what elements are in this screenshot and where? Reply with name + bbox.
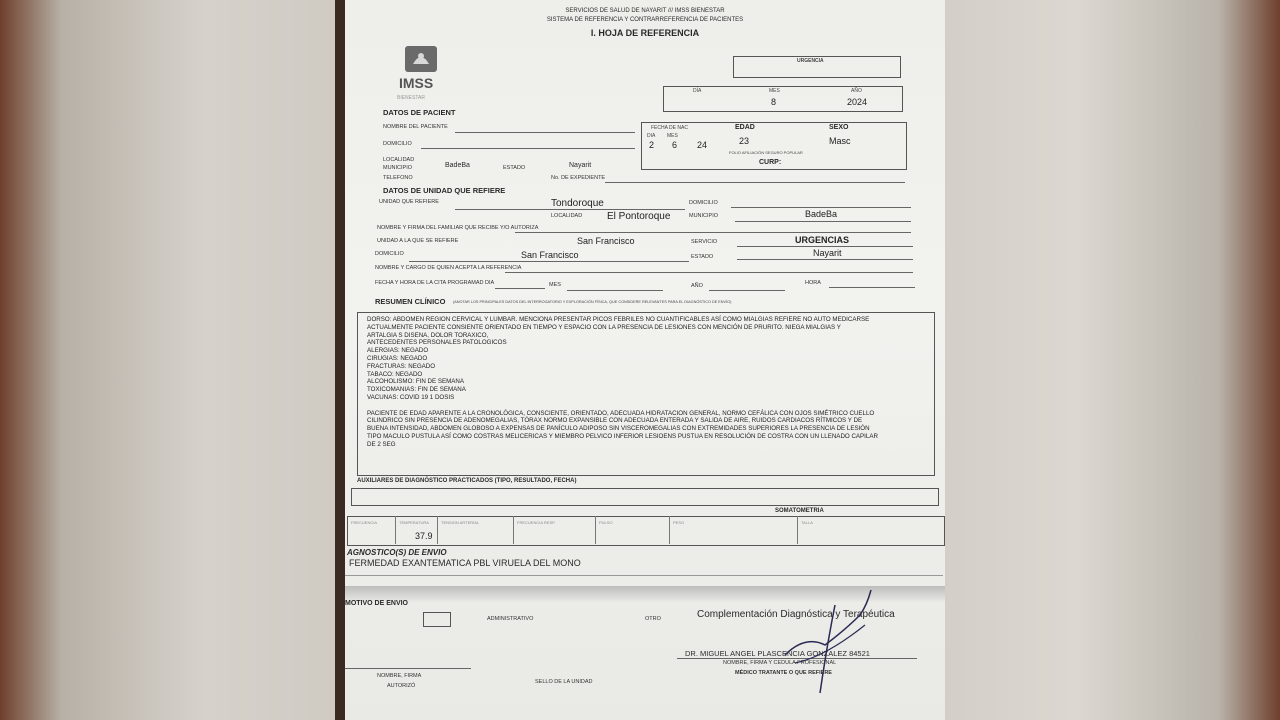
somatometria-header: FRECUENCIA RESP. [517,520,556,525]
unidad-refiere-line [455,209,685,210]
blurred-background-left [0,0,340,720]
doctor-signature [775,585,885,700]
nombre-line [455,132,635,133]
acepta-line [505,272,913,273]
somatometria-divider [669,516,670,544]
diagnostico-line [345,575,943,576]
motivo-otro-label: OTRO [645,616,661,622]
somatometria-header: FRECUENCIA [351,520,378,525]
expediente-label: No. DE EXPEDIENTE [551,175,606,181]
resumen-line: ALCOHOLISMO: FIN DE SEMANA [367,378,464,386]
unidad-refiere-label: UNIDAD QUE REFIERE [379,199,439,205]
somatometria-header: TEMPERATURA [399,520,429,525]
doctor-name: DR. MIGUEL ANGEL PLASCENCIA GONZALEZ 84521 [685,649,870,658]
resumen-line [367,402,932,410]
resumen-line: FRACTURAS: NEGADO [367,362,436,370]
acepta-label: NOMBRE Y CARGO DE QUIEN ACEPTA LA REFERENCIA [375,265,522,271]
imss-logo [397,44,445,102]
localidad-label: LOCALIDAD [383,157,415,163]
servicio-line [737,246,913,247]
fn-anio-value: 24 [697,140,708,150]
sello-label: SELLO DE LA UNIDAD [535,679,593,685]
localidad-label: LOCALIDAD [551,213,583,219]
autorizo-label: AUTORIZÓ [387,683,416,689]
somatometria-divider [797,516,798,544]
fn-mes-label: MES [667,133,678,139]
somatometria-header: PULSO [599,520,613,525]
anio-label: AÑO [851,88,862,94]
resumen-line: TABACO: NEGADO [367,370,423,378]
somatometria-header: PESO [673,520,685,525]
resumen-line: PACIENTE DE EDAD APARENTE A LA CRONOLÓGICA, CONSCIENTE, ORIENTADO, ADECUADA HIDRATACION GENERAL, NORMO CEFÁLICA CON OJOS SIMÉTRICO CUELLO [367,409,875,417]
estado-value: Nayarit [569,162,592,169]
fn-dia-label: DIA [647,133,656,139]
temperatura-value: 37.9 [415,531,433,541]
somatometria-divider [595,516,596,544]
resumen-line: CILINDRICO SIN PRESENCIA DE ADENOMEGALIAS, TÓRAX NORMO EXPANSIBLE CON ADECUADA ENTERADA Y SALIDA DE AIRE, RUIDOS CARDIACOS RÍTMICOS Y DE [367,417,863,425]
cita-mes-label: MES [549,282,561,288]
unidad-refiere-value: Tondoroque [551,198,604,209]
destino-estado-line [737,259,913,260]
motivo-administrativo: ADMINISTRATIVO [487,616,534,622]
unidad-domicilio-line [731,207,911,208]
domicilio-label: DOMICILIO [383,141,412,147]
logo-text: IMSS [399,75,434,91]
destino-estado-value: Nayarit [813,248,842,258]
logo-subtext: BIENESTAR [397,95,425,101]
municipio-label: MUNICIPIO [383,165,413,171]
motivo-checkbox[interactable] [423,612,451,627]
somatometria-divider [513,516,514,544]
dia-label: DÍA [693,88,702,94]
unidad-domicilio-label: DOMICILIO [689,200,718,206]
resumen-line: ANTECEDENTES PERSONALES PATOLOGICOS [367,339,507,347]
cita-anio-line [709,290,785,291]
resumen-line: CIRUGIAS: NEGADO [367,354,428,362]
familiar-line [515,232,911,233]
unidad-destino-value: San Francisco [577,236,635,246]
unidad-municipio-line [735,221,911,222]
cita-label: FECHA Y HORA DE LA CITA PROGRAMAD DIA [375,280,495,286]
somatometria-header: TALLA [801,520,813,525]
section-unidad: DATOS DE UNIDAD QUE REFIERE [383,186,506,195]
servicio-label: SERVICIO [691,239,718,245]
mes-value: 8 [771,97,777,107]
section-paciente: DATOS DE PACIENT [383,108,456,117]
auxiliares-box [351,488,939,506]
telefono-label: TELEFONO [383,175,413,181]
tratante-label: MÉDICO TRATANTE O QUE REFIERE [735,670,832,676]
destino-domicilio-value: San Francisco [521,250,579,260]
somatometria-header: TENSION ARTERIAL [441,520,480,525]
anio-value: 2024 [847,97,868,107]
estado-label: ESTADO [503,165,526,171]
fn-mes-value: 6 [672,140,678,150]
resumen-line: ACTUALMENTE PACIENTE CONSIENTE ORIENTADO EN TIEMPO Y ESPACIO CON LA PRESENCIA DE LESIONES CON MENCIÓN DE PRURITO. NIEGA MIALGIAS Y [367,323,841,331]
sexo-label: SEXO [829,124,849,131]
somatometria-title: SOMATOMETRIA [775,508,824,514]
resumen-title: RESUMEN CLÍNICO [375,297,446,306]
servicio-value: URGENCIAS [795,235,850,245]
nombre-firma-label: NOMBRE, FIRMA [377,673,422,679]
resumen-text [367,316,932,476]
mes-label: MES [769,88,780,94]
resumen-line: DE 2 SEG [367,440,396,448]
header-line1: SERVICIOS DE SALUD DE NAYARIT /// IMSS BIENESTAR [565,8,725,14]
motivo-title: MOTIVO DE ENVIO [345,600,409,607]
expediente-line [605,182,905,183]
resumen-line: ARTALGIA S DISENA, DOLOR TORAXICO, [367,331,489,339]
sexo-value: Masc [829,136,851,146]
edad-label: EDAD [735,124,755,131]
urgencia-label: URGENCIA [797,58,824,64]
blurred-background-right [940,0,1280,720]
curp-label: CURP: [759,159,782,166]
edad-value: 23 [739,136,750,146]
resumen-line: VACUNAS: COVID 19 1 DOSIS [367,393,455,401]
diagnostico-title: AGNOSTICO(S) DE ENVIO [347,548,447,557]
form-title: I. HOJA DE REFERENCIA [590,28,700,38]
municipio-value: BadeBa [445,162,470,169]
domicilio-line [421,148,635,149]
cita-hora-label: HORA [805,280,821,286]
cita-mes-line [567,290,663,291]
resumen-line: DORSO: ABDOMEN REGION CERVICAL Y LUMBAR. MENCIONA PRESENTAR PICOS FEBRILES NO CUANTIFICABLES ASÍ COMO MIALGIAS REFIERE NO AUTO MEDICARSE [367,316,870,323]
resumen-subtitle: (ANOTAR LOS PRINCIPALES DATOS DEL INTERROGATORIO Y EXPLORACIÓN FÍSICA, QUE CONSIDERE RELEVANTES PARA EL DIAGNÓSTICO DE ENVÍO) [453,300,732,304]
nombre-label: NOMBRE DEL PACIENTE [383,124,448,130]
fecha-nac-label: FECHA DE NAC [651,125,688,131]
unidad-municipio-value: BadeBa [805,209,838,219]
somatometria-divider [395,516,396,544]
motivo-otro-value: Complementación Diagnóstica y Terapéutica [697,609,895,620]
unidad-destino-label: UNIDAD A LA QUE SE REFIERE [377,238,459,244]
destino-estado-label: ESTADO [691,254,714,260]
folio-label: FOLIO AFILIACIÓN SEGURO POPULAR [729,150,803,155]
resumen-line: TOXICOMANIAS: FIN DE SEMANA [367,386,466,394]
doctor-label: NOMBRE, FIRMA Y CEDULA PROFESIONAL [723,660,837,666]
auxiliares-title: AUXILIARES DE DIAGNÓSTICO PRACTICADOS (TIPO, RESULTADO, FECHA) [357,478,577,484]
unidad-municipio-label: MUNICIPIO [689,213,719,219]
resumen-line: ALERGIAS: NEGADO [367,347,429,355]
resumen-line: BUENA INTENSIDAD, ABDOMEN GLOBOSO A EXPENSAS DE PANÍCULO ADIPOSO SIN VISCEROMEGALIAS CON EXTREMIDADES SUPERIORES LA PRESENCIA DE LESIÓN [367,425,870,433]
localidad-value: El Pontoroque [607,211,671,222]
cita-dia-line [495,288,545,289]
resumen-line: TIPO MACULO PUSTULA ASÍ COMO COSTRAS MELICERICAS Y MIEMBRO PELVICO INFERIOR LESIOENS PUSTUA EN RESOLUCIÓN DE COSTRA CON UN LLENADO CAPILAR [367,432,878,440]
familiar-label: NOMBRE Y FIRMA DEL FAMILIAR QUE RECIBE Y/O AUTORIZA [377,225,539,231]
referral-form-paper [345,0,945,720]
destino-domicilio-label: DOMICILIO [375,251,404,257]
header-line2: SISTEMA DE REFERENCIA Y CONTRARREFERENCIA DE PACIENTES [546,17,744,23]
fn-dia-value: 2 [649,140,655,150]
autorizo-line [345,668,471,669]
cita-hora-line [829,287,915,288]
somatometria-divider [437,516,438,544]
diagnostico-value: FERMEDAD EXANTEMATICA PBL VIRUELA DEL MONO [349,558,581,568]
cita-anio-label: AÑO [691,283,703,289]
destino-domicilio-line [409,261,689,262]
